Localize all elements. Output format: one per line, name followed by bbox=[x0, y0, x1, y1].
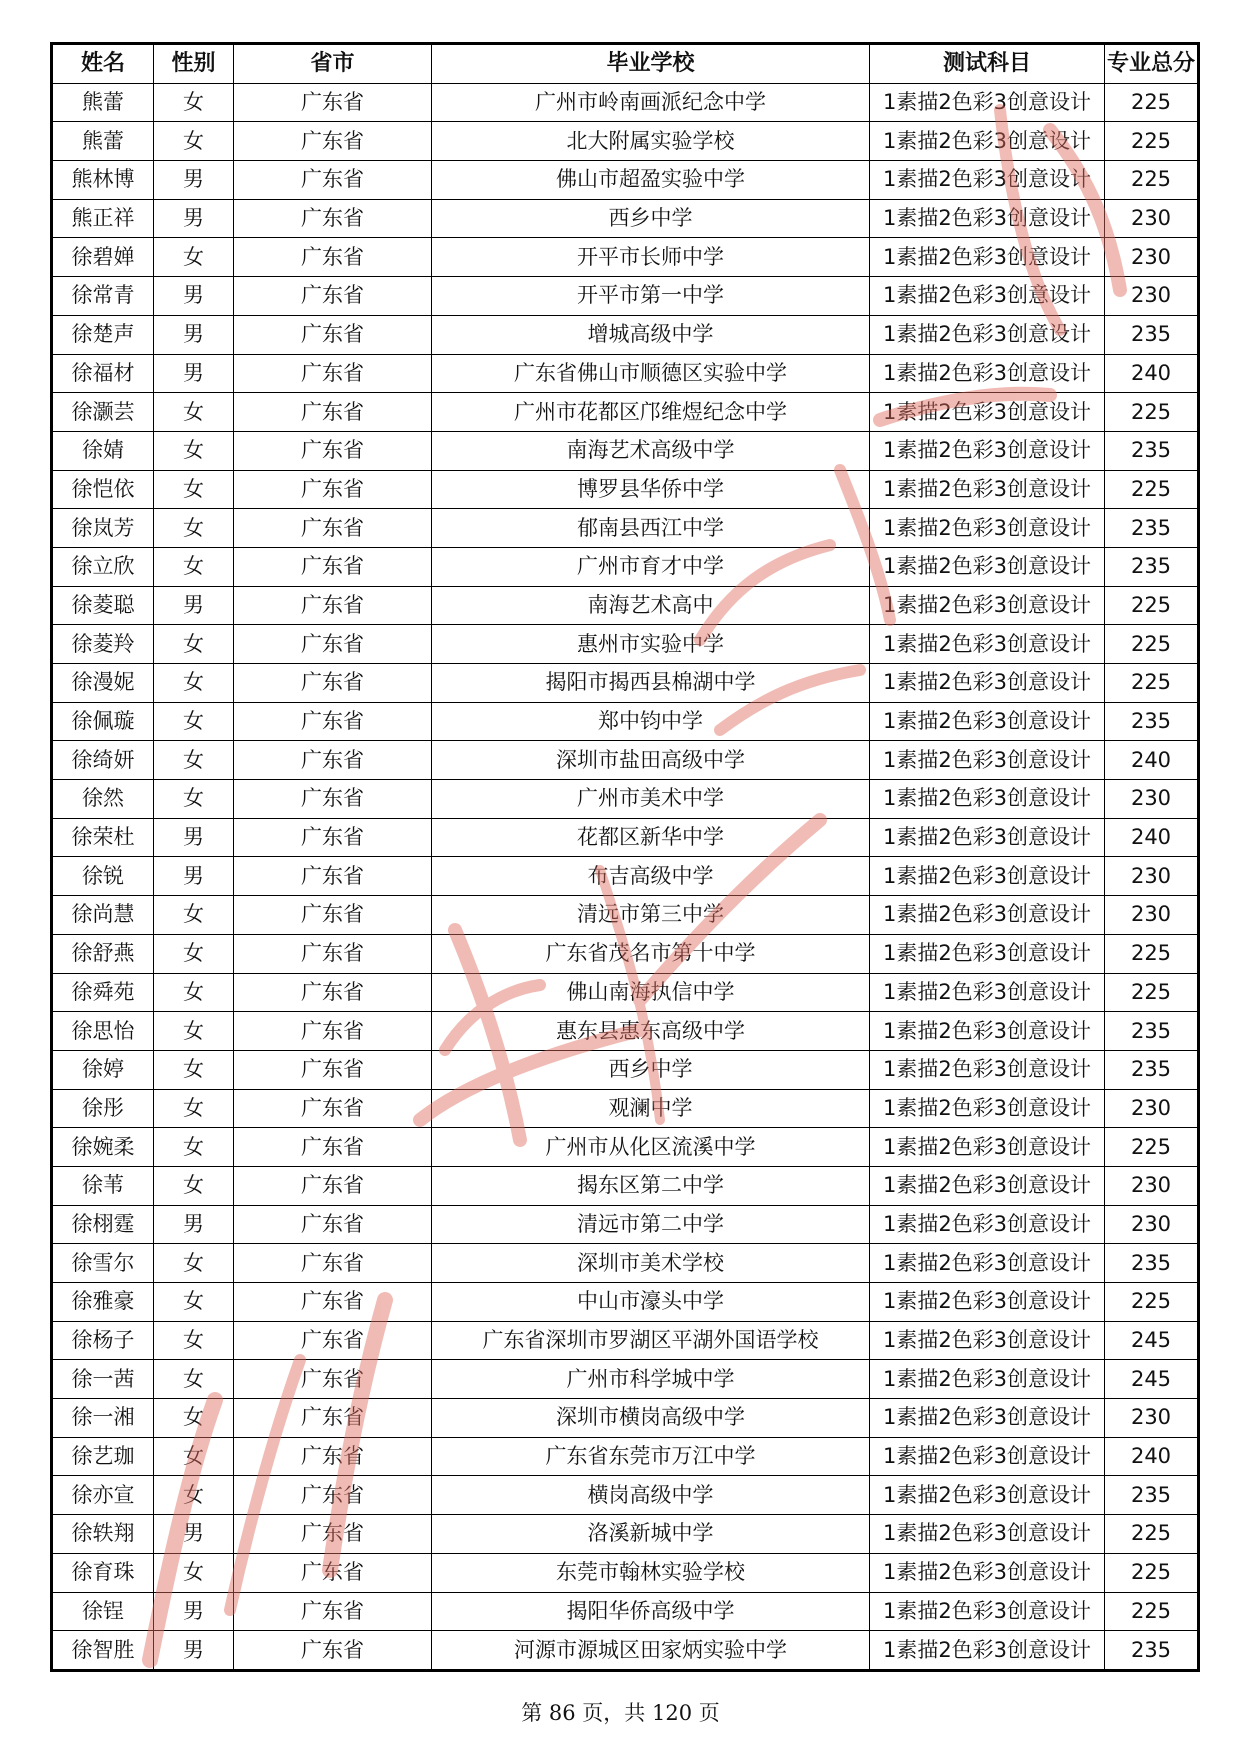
gender-cell: 男 bbox=[154, 1515, 234, 1554]
subject-cell: 1素描2色彩3创意设计 bbox=[870, 83, 1105, 122]
subject-cell: 1素描2色彩3创意设计 bbox=[870, 354, 1105, 393]
name-cell: 徐亦宣 bbox=[52, 1476, 154, 1515]
table-body bbox=[52, 83, 1199, 1670]
name-cell: 徐尚慧 bbox=[52, 896, 154, 935]
subject-cell: 1素描2色彩3创意设计 bbox=[870, 470, 1105, 509]
gender-cell: 男 bbox=[154, 586, 234, 625]
table-row bbox=[52, 818, 1199, 857]
name-cell: 徐岚芳 bbox=[52, 509, 154, 548]
subject-cell: 1素描2色彩3创意设计 bbox=[870, 857, 1105, 896]
school-cell: 布吉高级中学 bbox=[432, 857, 870, 896]
school-cell: 西乡中学 bbox=[432, 1050, 870, 1089]
table-row bbox=[52, 973, 1199, 1012]
subject-cell: 1素描2色彩3创意设计 bbox=[870, 431, 1105, 470]
province-cell: 广东省 bbox=[234, 780, 432, 819]
table-row bbox=[52, 315, 1199, 354]
table-row bbox=[52, 1515, 1199, 1554]
table-row bbox=[52, 1128, 1199, 1167]
school-cell: 揭阳华侨高级中学 bbox=[432, 1592, 870, 1631]
gender-cell: 女 bbox=[154, 1244, 234, 1283]
score-cell: 225 bbox=[1105, 1592, 1199, 1631]
name-cell: 徐楚声 bbox=[52, 315, 154, 354]
score-cell: 230 bbox=[1105, 238, 1199, 277]
subject-cell: 1素描2色彩3创意设计 bbox=[870, 1631, 1105, 1671]
name-cell: 徐雪尔 bbox=[52, 1244, 154, 1283]
gender-cell: 男 bbox=[154, 1205, 234, 1244]
school-cell: 郑中钧中学 bbox=[432, 702, 870, 741]
school-cell: 深圳市美术学校 bbox=[432, 1244, 870, 1283]
name-cell: 徐苇 bbox=[52, 1166, 154, 1205]
province-cell: 广东省 bbox=[234, 1399, 432, 1438]
school-cell: 东莞市翰林实验学校 bbox=[432, 1553, 870, 1592]
school-cell: 广州市岭南画派纪念中学 bbox=[432, 83, 870, 122]
gender-cell: 女 bbox=[154, 83, 234, 122]
score-cell: 225 bbox=[1105, 1553, 1199, 1592]
province-cell: 广东省 bbox=[234, 702, 432, 741]
province-cell: 广东省 bbox=[234, 586, 432, 625]
table-row bbox=[52, 664, 1199, 703]
school-cell: 开平市长师中学 bbox=[432, 238, 870, 277]
school-cell: 北大附属实验学校 bbox=[432, 122, 870, 161]
subject-cell: 1素描2色彩3创意设计 bbox=[870, 1437, 1105, 1476]
name-cell: 徐漫妮 bbox=[52, 664, 154, 703]
score-cell: 225 bbox=[1105, 973, 1199, 1012]
province-cell: 广东省 bbox=[234, 664, 432, 703]
province-cell: 广东省 bbox=[234, 1631, 432, 1671]
header-name: 姓名 bbox=[52, 44, 154, 84]
subject-cell: 1素描2色彩3创意设计 bbox=[870, 238, 1105, 277]
table-row bbox=[52, 277, 1199, 316]
subject-cell: 1素描2色彩3创意设计 bbox=[870, 973, 1105, 1012]
province-cell: 广东省 bbox=[234, 1553, 432, 1592]
name-cell: 徐舒燕 bbox=[52, 934, 154, 973]
score-cell: 230 bbox=[1105, 199, 1199, 238]
table-row bbox=[52, 431, 1199, 470]
gender-cell: 女 bbox=[154, 1050, 234, 1089]
gender-cell: 女 bbox=[154, 896, 234, 935]
table-row bbox=[52, 1205, 1199, 1244]
school-cell: 洛溪新城中学 bbox=[432, 1515, 870, 1554]
name-cell: 徐佩璇 bbox=[52, 702, 154, 741]
subject-cell: 1素描2色彩3创意设计 bbox=[870, 1012, 1105, 1051]
subject-cell: 1素描2色彩3创意设计 bbox=[870, 1205, 1105, 1244]
score-cell: 230 bbox=[1105, 780, 1199, 819]
table-row bbox=[52, 199, 1199, 238]
subject-cell: 1素描2色彩3创意设计 bbox=[870, 161, 1105, 200]
table-row bbox=[52, 1012, 1199, 1051]
province-cell: 广东省 bbox=[234, 1476, 432, 1515]
province-cell: 广东省 bbox=[234, 741, 432, 780]
province-cell: 广东省 bbox=[234, 122, 432, 161]
score-cell: 235 bbox=[1105, 1244, 1199, 1283]
name-cell: 徐福材 bbox=[52, 354, 154, 393]
school-cell: 横岗高级中学 bbox=[432, 1476, 870, 1515]
subject-cell: 1素描2色彩3创意设计 bbox=[870, 547, 1105, 586]
province-cell: 广东省 bbox=[234, 1050, 432, 1089]
gender-cell: 女 bbox=[154, 238, 234, 277]
name-cell: 徐育珠 bbox=[52, 1553, 154, 1592]
subject-cell: 1素描2色彩3创意设计 bbox=[870, 1515, 1105, 1554]
name-cell: 徐婉柔 bbox=[52, 1128, 154, 1167]
subject-cell: 1素描2色彩3创意设计 bbox=[870, 1166, 1105, 1205]
table-row bbox=[52, 1283, 1199, 1322]
table-row bbox=[52, 1321, 1199, 1360]
score-cell: 225 bbox=[1105, 470, 1199, 509]
score-cell: 230 bbox=[1105, 896, 1199, 935]
table-row bbox=[52, 393, 1199, 432]
subject-cell: 1素描2色彩3创意设计 bbox=[870, 277, 1105, 316]
table-row bbox=[52, 509, 1199, 548]
province-cell: 广东省 bbox=[234, 277, 432, 316]
school-cell: 清远市第二中学 bbox=[432, 1205, 870, 1244]
table-row bbox=[52, 1360, 1199, 1399]
score-cell: 225 bbox=[1105, 393, 1199, 432]
school-cell: 广东省佛山市顺德区实验中学 bbox=[432, 354, 870, 393]
score-cell: 235 bbox=[1105, 1012, 1199, 1051]
gender-cell: 女 bbox=[154, 1399, 234, 1438]
school-cell: 揭阳市揭西县棉湖中学 bbox=[432, 664, 870, 703]
school-cell: 惠东县惠东高级中学 bbox=[432, 1012, 870, 1051]
gender-cell: 女 bbox=[154, 1128, 234, 1167]
table-row bbox=[52, 1050, 1199, 1089]
table-row bbox=[52, 1592, 1199, 1631]
header-school: 毕业学校 bbox=[432, 44, 870, 84]
score-cell: 235 bbox=[1105, 431, 1199, 470]
province-cell: 广东省 bbox=[234, 973, 432, 1012]
table-row bbox=[52, 741, 1199, 780]
score-cell: 235 bbox=[1105, 509, 1199, 548]
score-cell: 235 bbox=[1105, 702, 1199, 741]
subject-cell: 1素描2色彩3创意设计 bbox=[870, 702, 1105, 741]
gender-cell: 男 bbox=[154, 1592, 234, 1631]
school-cell: 中山市濠头中学 bbox=[432, 1283, 870, 1322]
name-cell: 徐杨子 bbox=[52, 1321, 154, 1360]
name-cell: 徐栩霆 bbox=[52, 1205, 154, 1244]
score-cell: 230 bbox=[1105, 1205, 1199, 1244]
table-row bbox=[52, 161, 1199, 200]
subject-cell: 1素描2色彩3创意设计 bbox=[870, 934, 1105, 973]
province-cell: 广东省 bbox=[234, 1089, 432, 1128]
subject-cell: 1素描2色彩3创意设计 bbox=[870, 1553, 1105, 1592]
score-cell: 240 bbox=[1105, 1437, 1199, 1476]
name-cell: 徐智胜 bbox=[52, 1631, 154, 1671]
school-cell: 广州市从化区流溪中学 bbox=[432, 1128, 870, 1167]
subject-cell: 1素描2色彩3创意设计 bbox=[870, 1360, 1105, 1399]
subject-cell: 1素描2色彩3创意设计 bbox=[870, 1399, 1105, 1438]
school-cell: 郁南县西江中学 bbox=[432, 509, 870, 548]
gender-cell: 女 bbox=[154, 702, 234, 741]
table-row bbox=[52, 1476, 1199, 1515]
table-row bbox=[52, 83, 1199, 122]
table-row bbox=[52, 780, 1199, 819]
gender-cell: 女 bbox=[154, 780, 234, 819]
school-cell: 揭东区第二中学 bbox=[432, 1166, 870, 1205]
gender-cell: 女 bbox=[154, 470, 234, 509]
school-cell: 广州市科学城中学 bbox=[432, 1360, 870, 1399]
school-cell: 清远市第三中学 bbox=[432, 896, 870, 935]
score-cell: 225 bbox=[1105, 586, 1199, 625]
subject-cell: 1素描2色彩3创意设计 bbox=[870, 818, 1105, 857]
name-cell: 徐锃 bbox=[52, 1592, 154, 1631]
province-cell: 广东省 bbox=[234, 161, 432, 200]
province-cell: 广东省 bbox=[234, 238, 432, 277]
name-cell: 徐思怡 bbox=[52, 1012, 154, 1051]
school-cell: 广东省深圳市罗湖区平湖外国语学校 bbox=[432, 1321, 870, 1360]
score-cell: 230 bbox=[1105, 1166, 1199, 1205]
province-cell: 广东省 bbox=[234, 1128, 432, 1167]
score-cell: 225 bbox=[1105, 122, 1199, 161]
subject-cell: 1素描2色彩3创意设计 bbox=[870, 586, 1105, 625]
school-cell: 河源市源城区田家炳实验中学 bbox=[432, 1631, 870, 1671]
name-cell: 徐绮妍 bbox=[52, 741, 154, 780]
table-row bbox=[52, 702, 1199, 741]
score-cell: 235 bbox=[1105, 1631, 1199, 1671]
school-cell: 南海艺术高中 bbox=[432, 586, 870, 625]
table-row bbox=[52, 1166, 1199, 1205]
name-cell: 徐然 bbox=[52, 780, 154, 819]
gender-cell: 女 bbox=[154, 547, 234, 586]
school-cell: 广州市花都区邝维煜纪念中学 bbox=[432, 393, 870, 432]
name-cell: 徐一茜 bbox=[52, 1360, 154, 1399]
score-cell: 225 bbox=[1105, 1283, 1199, 1322]
school-cell: 深圳市盐田高级中学 bbox=[432, 741, 870, 780]
header-gender: 性别 bbox=[154, 44, 234, 84]
gender-cell: 女 bbox=[154, 509, 234, 548]
name-cell: 徐一湘 bbox=[52, 1399, 154, 1438]
table-row bbox=[52, 1399, 1199, 1438]
name-cell: 徐立欣 bbox=[52, 547, 154, 586]
subject-cell: 1素描2色彩3创意设计 bbox=[870, 780, 1105, 819]
gender-cell: 女 bbox=[154, 1553, 234, 1592]
province-cell: 广东省 bbox=[234, 1012, 432, 1051]
table-row bbox=[52, 934, 1199, 973]
table-row bbox=[52, 354, 1199, 393]
province-cell: 广东省 bbox=[234, 354, 432, 393]
name-cell: 熊正祥 bbox=[52, 199, 154, 238]
score-cell: 225 bbox=[1105, 1515, 1199, 1554]
score-cell: 240 bbox=[1105, 741, 1199, 780]
province-cell: 广东省 bbox=[234, 1515, 432, 1554]
province-cell: 广东省 bbox=[234, 818, 432, 857]
school-cell: 佛山南海执信中学 bbox=[432, 973, 870, 1012]
province-cell: 广东省 bbox=[234, 1244, 432, 1283]
header-score: 专业总分 bbox=[1105, 44, 1199, 84]
score-cell: 230 bbox=[1105, 1399, 1199, 1438]
admission-roster-table bbox=[50, 42, 1200, 1672]
table-row bbox=[52, 1631, 1199, 1671]
name-cell: 徐恺依 bbox=[52, 470, 154, 509]
name-cell: 徐荣杜 bbox=[52, 818, 154, 857]
name-cell: 徐艺珈 bbox=[52, 1437, 154, 1476]
province-cell: 广东省 bbox=[234, 1321, 432, 1360]
score-cell: 245 bbox=[1105, 1360, 1199, 1399]
school-cell: 惠州市实验中学 bbox=[432, 625, 870, 664]
table-row bbox=[52, 625, 1199, 664]
score-cell: 245 bbox=[1105, 1321, 1199, 1360]
province-cell: 广东省 bbox=[234, 934, 432, 973]
table-row bbox=[52, 122, 1199, 161]
province-cell: 广东省 bbox=[234, 470, 432, 509]
subject-cell: 1素描2色彩3创意设计 bbox=[870, 1476, 1105, 1515]
header-subject: 测试科目 bbox=[870, 44, 1105, 84]
table-row bbox=[52, 1089, 1199, 1128]
gender-cell: 女 bbox=[154, 973, 234, 1012]
table-row bbox=[52, 1244, 1199, 1283]
province-cell: 广东省 bbox=[234, 431, 432, 470]
score-cell: 225 bbox=[1105, 161, 1199, 200]
subject-cell: 1素描2色彩3创意设计 bbox=[870, 741, 1105, 780]
province-cell: 广东省 bbox=[234, 1166, 432, 1205]
school-cell: 广东省东莞市万江中学 bbox=[432, 1437, 870, 1476]
subject-cell: 1素描2色彩3创意设计 bbox=[870, 199, 1105, 238]
gender-cell: 男 bbox=[154, 857, 234, 896]
gender-cell: 女 bbox=[154, 393, 234, 432]
table-row bbox=[52, 238, 1199, 277]
gender-cell: 女 bbox=[154, 1437, 234, 1476]
score-cell: 240 bbox=[1105, 818, 1199, 857]
gender-cell: 女 bbox=[154, 934, 234, 973]
gender-cell: 女 bbox=[154, 1360, 234, 1399]
table-header-row bbox=[52, 44, 1199, 84]
name-cell: 徐舜苑 bbox=[52, 973, 154, 1012]
name-cell: 徐雅豪 bbox=[52, 1283, 154, 1322]
table-row bbox=[52, 896, 1199, 935]
school-cell: 广州市育才中学 bbox=[432, 547, 870, 586]
school-cell: 西乡中学 bbox=[432, 199, 870, 238]
gender-cell: 女 bbox=[154, 1283, 234, 1322]
province-cell: 广东省 bbox=[234, 1592, 432, 1631]
gender-cell: 男 bbox=[154, 161, 234, 200]
score-cell: 230 bbox=[1105, 277, 1199, 316]
name-cell: 徐轶翔 bbox=[52, 1515, 154, 1554]
gender-cell: 女 bbox=[154, 1089, 234, 1128]
gender-cell: 男 bbox=[154, 315, 234, 354]
subject-cell: 1素描2色彩3创意设计 bbox=[870, 1050, 1105, 1089]
province-cell: 广东省 bbox=[234, 315, 432, 354]
table-row bbox=[52, 1553, 1199, 1592]
province-cell: 广东省 bbox=[234, 625, 432, 664]
score-cell: 235 bbox=[1105, 315, 1199, 354]
score-cell: 225 bbox=[1105, 934, 1199, 973]
gender-cell: 女 bbox=[154, 625, 234, 664]
score-cell: 225 bbox=[1105, 83, 1199, 122]
table-row bbox=[52, 857, 1199, 896]
score-cell: 235 bbox=[1105, 1476, 1199, 1515]
province-cell: 广东省 bbox=[234, 857, 432, 896]
table-row bbox=[52, 586, 1199, 625]
gender-cell: 男 bbox=[154, 818, 234, 857]
table-row bbox=[52, 470, 1199, 509]
name-cell: 徐碧婵 bbox=[52, 238, 154, 277]
subject-cell: 1素描2色彩3创意设计 bbox=[870, 1128, 1105, 1167]
gender-cell: 男 bbox=[154, 199, 234, 238]
gender-cell: 女 bbox=[154, 1012, 234, 1051]
province-cell: 广东省 bbox=[234, 509, 432, 548]
gender-cell: 男 bbox=[154, 1631, 234, 1671]
gender-cell: 女 bbox=[154, 1166, 234, 1205]
subject-cell: 1素描2色彩3创意设计 bbox=[870, 625, 1105, 664]
name-cell: 徐常青 bbox=[52, 277, 154, 316]
school-cell: 博罗县华侨中学 bbox=[432, 470, 870, 509]
gender-cell: 女 bbox=[154, 664, 234, 703]
province-cell: 广东省 bbox=[234, 1283, 432, 1322]
name-cell: 熊林博 bbox=[52, 161, 154, 200]
subject-cell: 1素描2色彩3创意设计 bbox=[870, 1321, 1105, 1360]
province-cell: 广东省 bbox=[234, 1360, 432, 1399]
name-cell: 徐婷 bbox=[52, 1050, 154, 1089]
school-cell: 观澜中学 bbox=[432, 1089, 870, 1128]
subject-cell: 1素描2色彩3创意设计 bbox=[870, 1592, 1105, 1631]
name-cell: 徐菱聪 bbox=[52, 586, 154, 625]
school-cell: 广东省茂名市第十中学 bbox=[432, 934, 870, 973]
header-province: 省市 bbox=[234, 44, 432, 84]
subject-cell: 1素描2色彩3创意设计 bbox=[870, 1089, 1105, 1128]
province-cell: 广东省 bbox=[234, 393, 432, 432]
name-cell: 徐彤 bbox=[52, 1089, 154, 1128]
school-cell: 广州市美术中学 bbox=[432, 780, 870, 819]
gender-cell: 女 bbox=[154, 741, 234, 780]
page-footer: 第 86 页，共 120 页 bbox=[521, 1701, 720, 1725]
score-cell: 235 bbox=[1105, 1050, 1199, 1089]
name-cell: 徐婧 bbox=[52, 431, 154, 470]
subject-cell: 1素描2色彩3创意设计 bbox=[870, 664, 1105, 703]
name-cell: 熊蕾 bbox=[52, 83, 154, 122]
name-cell: 徐菱羚 bbox=[52, 625, 154, 664]
score-cell: 225 bbox=[1105, 625, 1199, 664]
score-cell: 240 bbox=[1105, 354, 1199, 393]
province-cell: 广东省 bbox=[234, 896, 432, 935]
score-cell: 225 bbox=[1105, 1128, 1199, 1167]
subject-cell: 1素描2色彩3创意设计 bbox=[870, 896, 1105, 935]
subject-cell: 1素描2色彩3创意设计 bbox=[870, 122, 1105, 161]
table-row bbox=[52, 547, 1199, 586]
province-cell: 广东省 bbox=[234, 83, 432, 122]
school-cell: 深圳市横岗高级中学 bbox=[432, 1399, 870, 1438]
gender-cell: 女 bbox=[154, 431, 234, 470]
table-row bbox=[52, 1437, 1199, 1476]
gender-cell: 女 bbox=[154, 122, 234, 161]
subject-cell: 1素描2色彩3创意设计 bbox=[870, 1283, 1105, 1322]
score-cell: 230 bbox=[1105, 857, 1199, 896]
school-cell: 佛山市超盈实验中学 bbox=[432, 161, 870, 200]
province-cell: 广东省 bbox=[234, 1205, 432, 1244]
gender-cell: 男 bbox=[154, 354, 234, 393]
province-cell: 广东省 bbox=[234, 547, 432, 586]
subject-cell: 1素描2色彩3创意设计 bbox=[870, 393, 1105, 432]
subject-cell: 1素描2色彩3创意设计 bbox=[870, 1244, 1105, 1283]
score-cell: 235 bbox=[1105, 547, 1199, 586]
subject-cell: 1素描2色彩3创意设计 bbox=[870, 315, 1105, 354]
subject-cell: 1素描2色彩3创意设计 bbox=[870, 509, 1105, 548]
gender-cell: 女 bbox=[154, 1476, 234, 1515]
school-cell: 开平市第一中学 bbox=[432, 277, 870, 316]
province-cell: 广东省 bbox=[234, 199, 432, 238]
school-cell: 南海艺术高级中学 bbox=[432, 431, 870, 470]
score-cell: 225 bbox=[1105, 664, 1199, 703]
school-cell: 增城高级中学 bbox=[432, 315, 870, 354]
name-cell: 徐锐 bbox=[52, 857, 154, 896]
name-cell: 熊蕾 bbox=[52, 122, 154, 161]
gender-cell: 男 bbox=[154, 277, 234, 316]
score-cell: 230 bbox=[1105, 1089, 1199, 1128]
name-cell: 徐灏芸 bbox=[52, 393, 154, 432]
province-cell: 广东省 bbox=[234, 1437, 432, 1476]
gender-cell: 女 bbox=[154, 1321, 234, 1360]
school-cell: 花都区新华中学 bbox=[432, 818, 870, 857]
